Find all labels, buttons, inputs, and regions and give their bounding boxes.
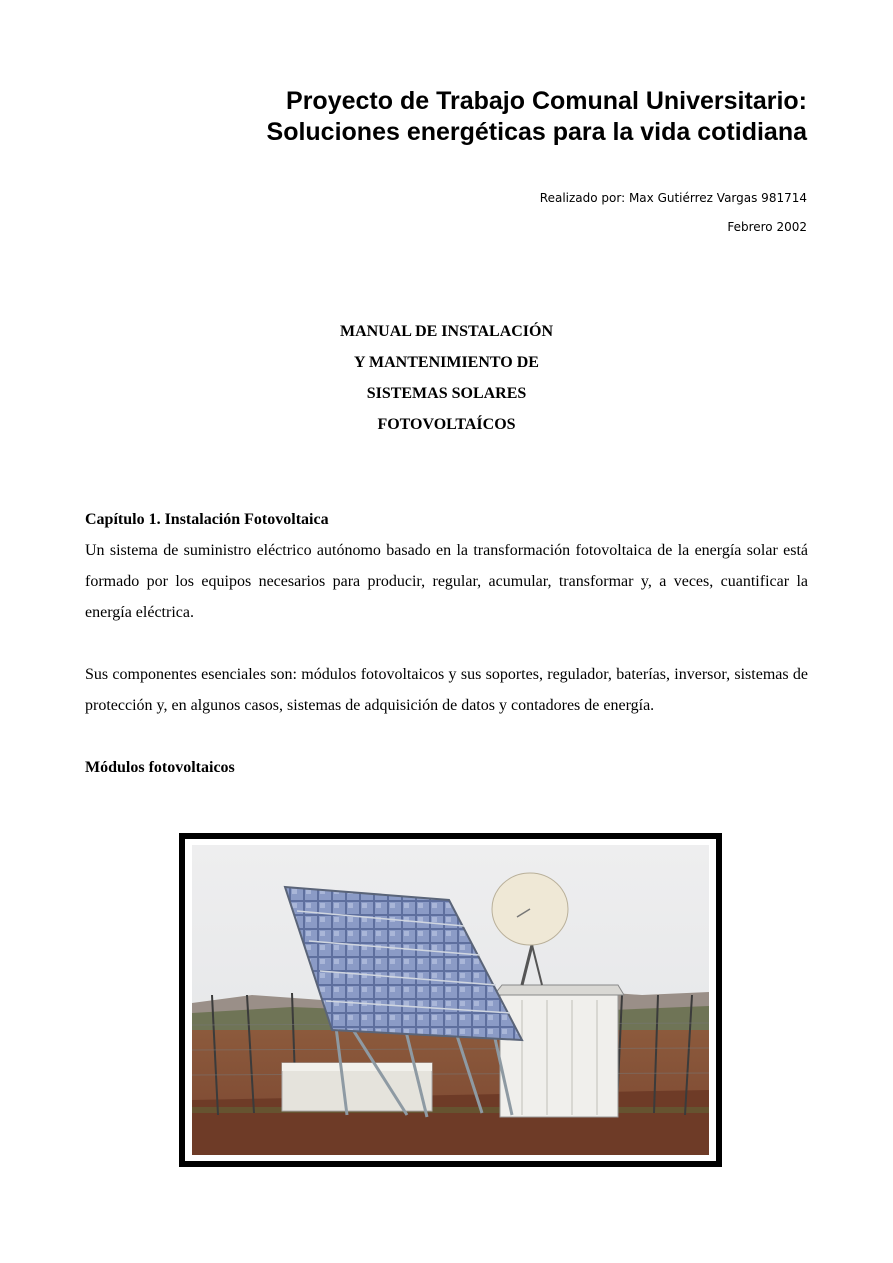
title-line-2: Soluciones energéticas para la vida cotidiana	[266, 118, 807, 146]
manual-title-line-1: MANUAL DE INSTALACIÓN	[339, 323, 554, 340]
date-line: Febrero 2002	[727, 220, 807, 234]
manual-title-line-3: SISTEMAS SOLARES	[366, 385, 527, 402]
chapter-heading: Capítulo 1. Instalación Fotovoltaica	[85, 511, 329, 528]
manual-title-line-4: FOTOVOLTAÍCOS	[377, 416, 516, 433]
author-line: Realizado por: Max Gutiérrez Vargas 981714	[539, 191, 807, 205]
manual-title-line-2: Y MANTENIMIENTO DE	[354, 354, 539, 371]
paragraph-2: Sus componentes esenciales son: módulos fotovoltaicos y sus soportes, regulador, baterías, inversor, sistemas de protección y, en algunos casos, sistemas de adquisición de datos y contadores de energía.	[85, 666, 808, 714]
document-title	[267, 86, 807, 148]
paragraph-1: Un sistema de suministro eléctrico autónomo basado en la transformación fotovoltaica de la energía solar está formado por los equipos necesarios para producir, regular, acumular, transformar y, a veces, cuantificar la energía eléctrica.	[85, 542, 808, 621]
photo-illustration	[192, 845, 709, 1155]
solar-installation-photo	[179, 833, 722, 1167]
title-line-1: Proyecto de Trabajo Comunal Universitario:	[286, 87, 807, 115]
chapter-content	[85, 504, 808, 783]
section-subheading: Módulos fotovoltaicos	[85, 759, 235, 776]
manual-title	[0, 316, 893, 440]
